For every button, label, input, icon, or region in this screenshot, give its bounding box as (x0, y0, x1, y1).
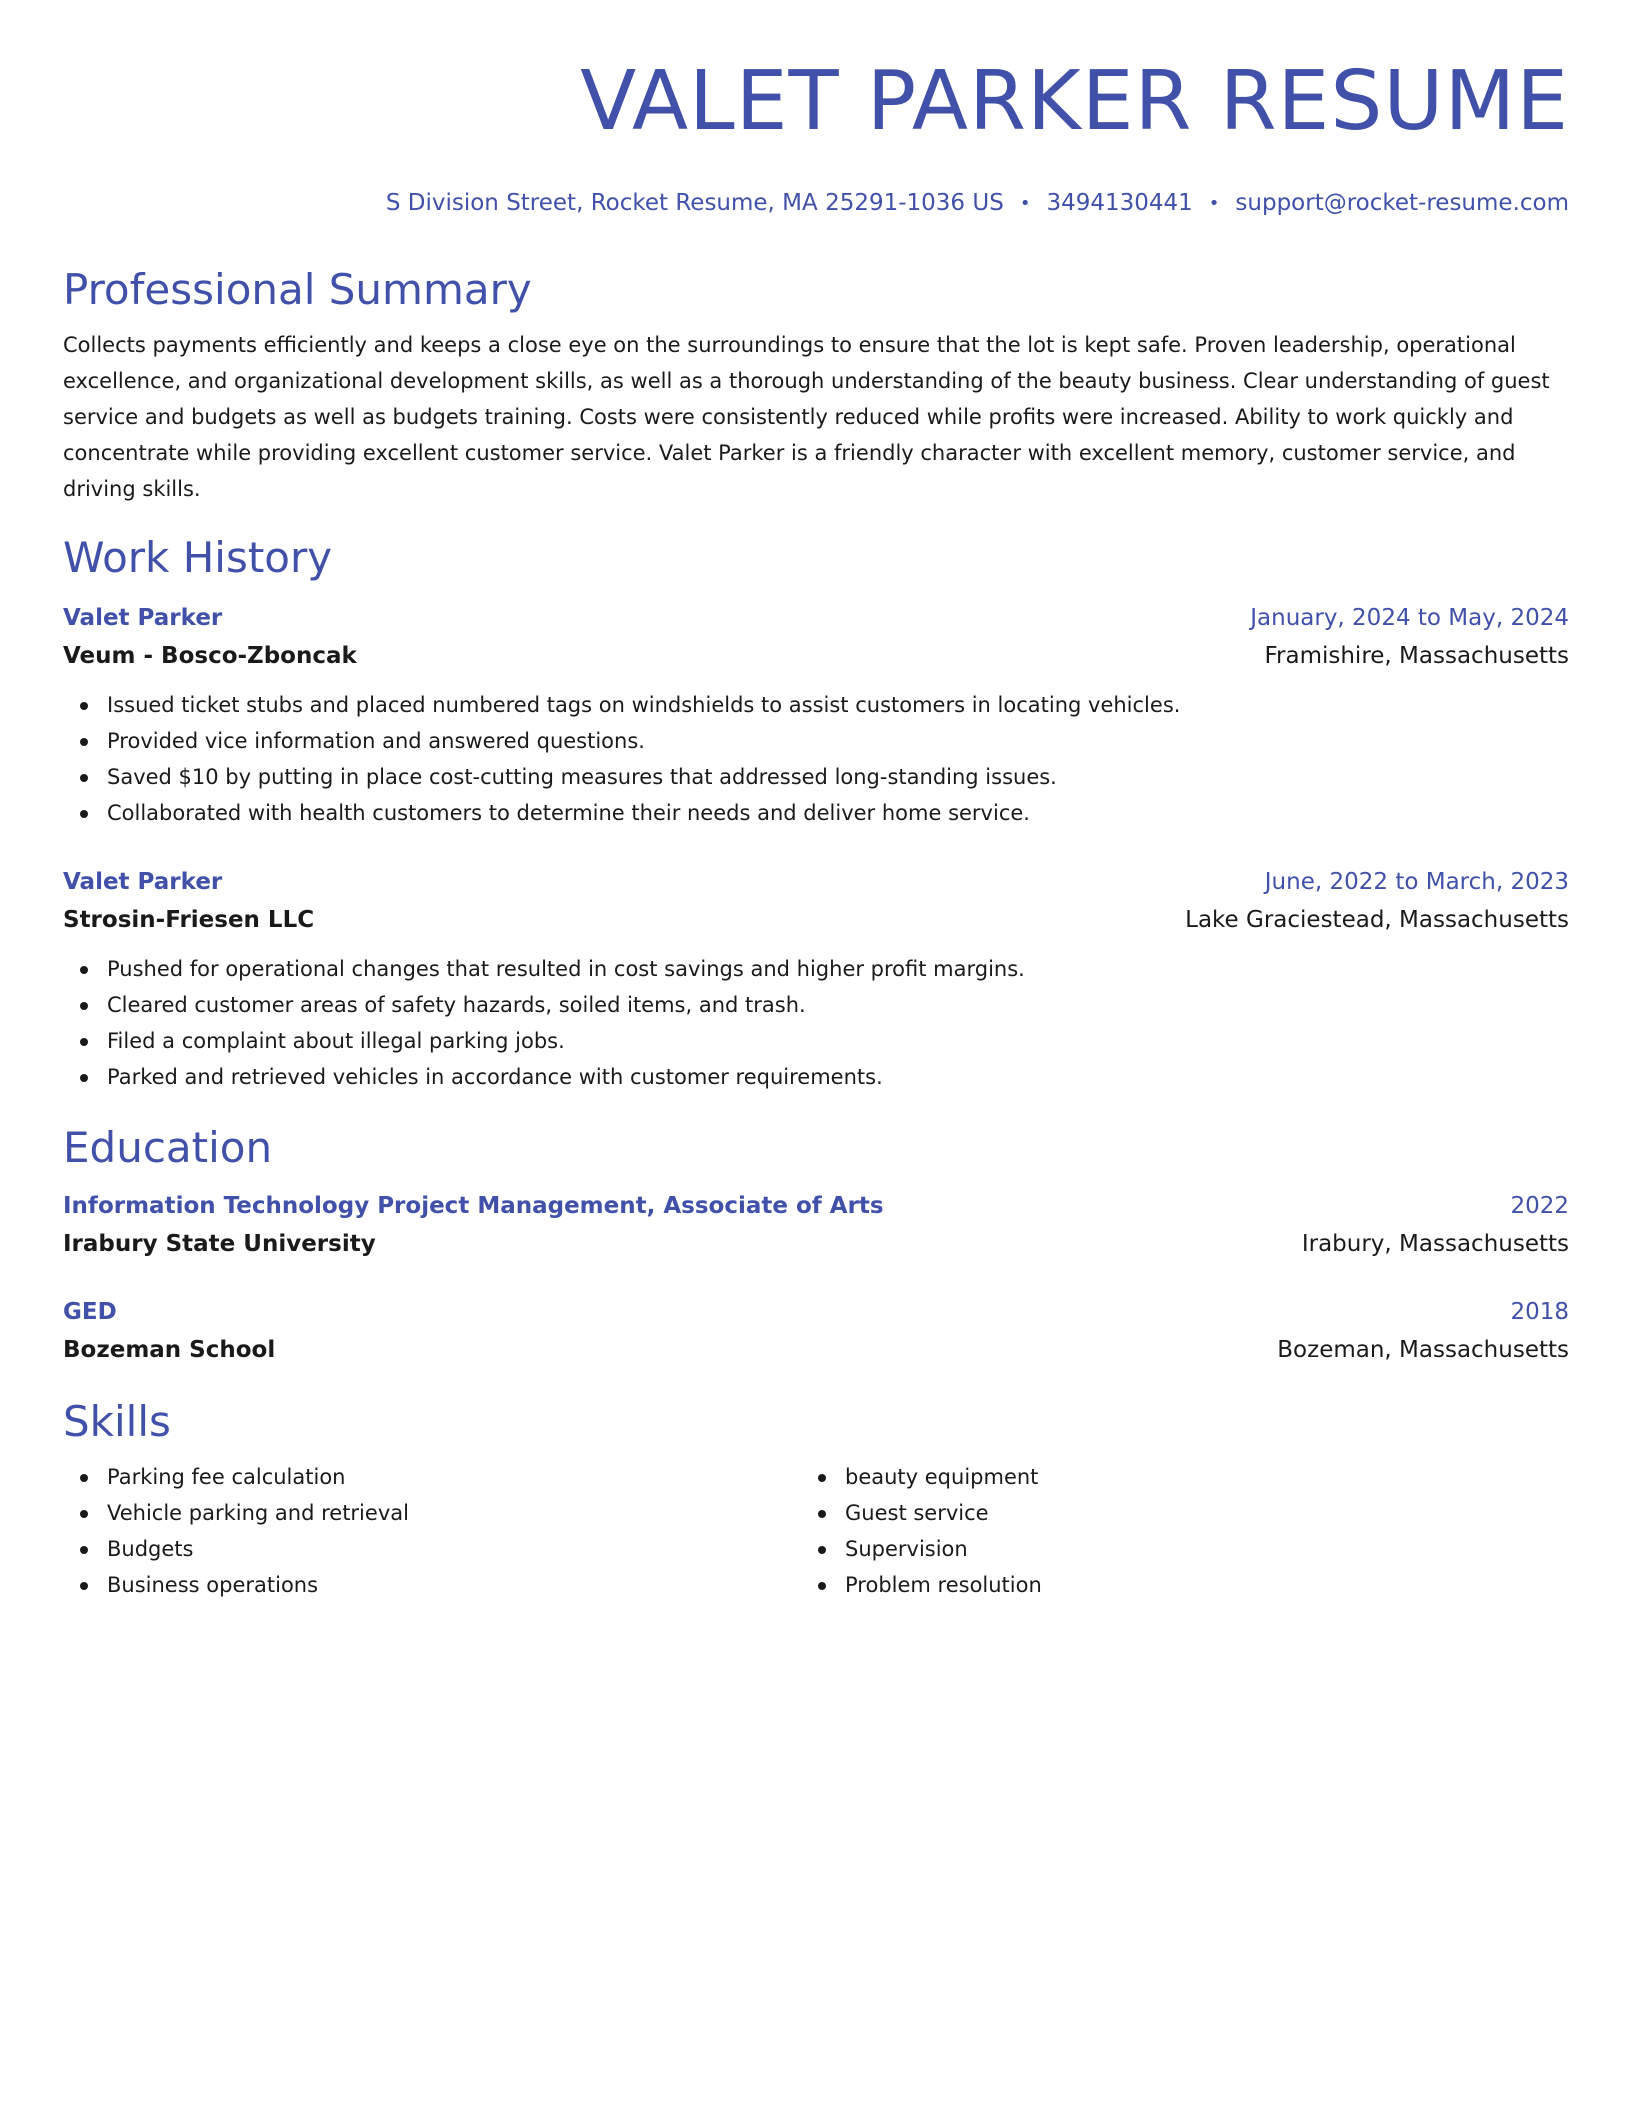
section-title-summary: Professional Summary (63, 264, 532, 314)
section-title-skills: Skills (63, 1396, 171, 1446)
skills-grid (63, 1459, 1569, 1603)
job-company-row (63, 637, 1569, 675)
job-bullet: Filed a complaint about illegal parking jobs. (63, 1023, 1569, 1059)
education-entry (63, 1295, 1569, 1369)
job-header-row (63, 601, 1569, 635)
job-location: Lake Graciestead, Massachusetts (1185, 906, 1569, 933)
education-year: 2022 (1510, 1192, 1569, 1219)
education-location: Bozeman, Massachusetts (1277, 1336, 1569, 1363)
contact-line (63, 188, 1569, 219)
skill-item: Parking fee calculation (63, 1459, 801, 1495)
job-title: Valet Parker (63, 868, 223, 895)
job-company-row (63, 901, 1569, 939)
job-bullet: Cleared customer areas of safety hazards, soiled items, and trash. (63, 987, 1569, 1023)
education-entry (63, 1189, 1569, 1263)
skill-item: Guest service (801, 1495, 1539, 1531)
skills-list (63, 1459, 801, 1603)
education-year: 2018 (1510, 1298, 1569, 1325)
job-header-row (63, 865, 1569, 899)
section-title-work-history: Work History (63, 532, 333, 582)
resume-header (63, 52, 1569, 219)
job-bullet: Collaborated with health customers to determine their needs and deliver home service. (63, 795, 1569, 831)
summary-text: Collects payments efficiently and keeps a close eye on the surroundings to ensure that the lot is kept safe. Proven leadership, operational excellence, and organizational development skills, as well as a thorough understanding of the beauty business. Clear understanding of guest service and budgets as well as budgets training. Costs were consistently reduced while profits were increased. Ability to work quickly and concentrate while providing excellent customer service. Valet Parker is a friendly character with excellent memory, customer service, and driving skills. (63, 332, 1550, 501)
contact-separator: • (1019, 192, 1031, 214)
education-degree: Information Technology Project Management, Associate of Arts (63, 1192, 884, 1219)
skill-item: beauty equipment (801, 1459, 1539, 1495)
skills-section (63, 1397, 1569, 1603)
skill-item: Vehicle parking and retrieval (63, 1495, 801, 1531)
contact-address: S Division Street, Rocket Resume, MA 25291-1036 US (385, 190, 1004, 216)
contact-phone: 3494130441 (1046, 190, 1193, 216)
section-title-education: Education (63, 1122, 273, 1172)
skill-item: Business operations (63, 1567, 801, 1603)
education-school-row (63, 1331, 1569, 1369)
work-history-section (63, 533, 1569, 1095)
job-company: Strosin-Friesen LLC (63, 906, 315, 933)
skills-column-left (63, 1459, 801, 1603)
education-location: Irabury, Massachusetts (1301, 1230, 1569, 1257)
job-bullet: Pushed for operational changes that resulted in cost savings and higher profit margins. (63, 951, 1569, 987)
job-title: Valet Parker (63, 604, 223, 631)
education-degree-row (63, 1295, 1569, 1329)
skills-column-right (801, 1459, 1539, 1603)
contact-separator: • (1208, 192, 1220, 214)
skills-list (801, 1459, 1539, 1603)
summary-section (63, 265, 1569, 507)
education-degree: GED (63, 1298, 117, 1325)
job-bullet: Saved $10 by putting in place cost-cutting measures that addressed long-standing issues. (63, 759, 1569, 795)
job-dates: January, 2024 to May, 2024 (1250, 604, 1569, 631)
resume-name: VALET PARKER RESUME (580, 54, 1569, 149)
job-bullet-list (63, 951, 1569, 1095)
education-school: Bozeman School (63, 1336, 276, 1363)
job-bullet-list (63, 687, 1569, 831)
job-bullet: Issued ticket stubs and placed numbered tags on windshields to assist customers in locating vehicles. (63, 687, 1569, 723)
education-school: Irabury State University (63, 1230, 376, 1257)
skill-item: Budgets (63, 1531, 801, 1567)
education-section (63, 1123, 1569, 1369)
education-school-row (63, 1225, 1569, 1263)
job-location: Framishire, Massachusetts (1264, 642, 1569, 669)
job-dates: June, 2022 to March, 2023 (1264, 868, 1569, 895)
contact-email[interactable]: support@rocket-resume.com (1235, 190, 1569, 216)
education-degree-row (63, 1189, 1569, 1223)
skill-item: Supervision (801, 1531, 1539, 1567)
job-bullet: Parked and retrieved vehicles in accordance with customer requirements. (63, 1059, 1569, 1095)
skill-item: Problem resolution (801, 1567, 1539, 1603)
job-company: Veum - Bosco-Zboncak (63, 642, 357, 669)
job-bullet: Provided vice information and answered questions. (63, 723, 1569, 759)
job-entry (63, 601, 1569, 831)
job-entry (63, 865, 1569, 1095)
